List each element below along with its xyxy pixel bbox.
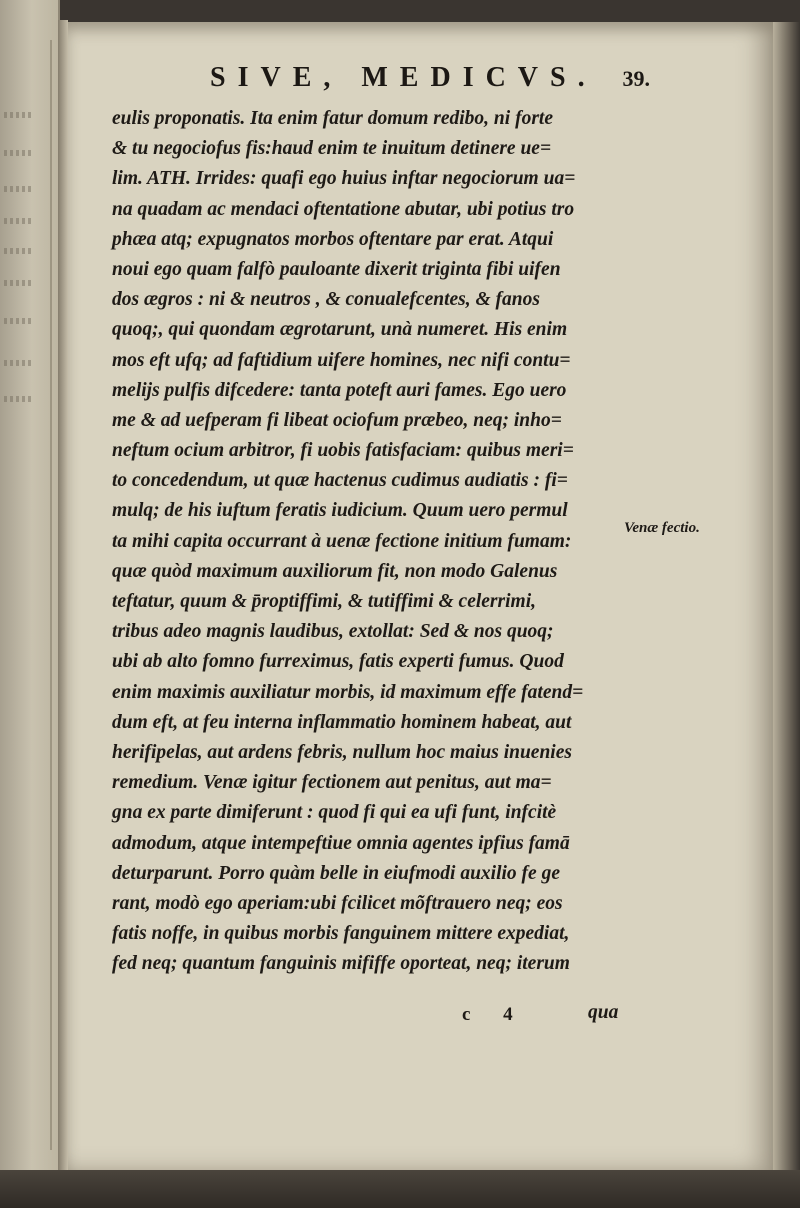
text-line: & tu negociofus fis:haud enim te inuitum detinere ue=: [112, 138, 552, 160]
text-line: lim. ATH. Irrides: quafi ego huius inftar negociorum ua=: [112, 168, 576, 190]
running-title: SIVE, MEDICVS.: [210, 62, 597, 93]
text-line: eulis proponatis. Ita enim fatur domum redibo, ni forte: [112, 108, 553, 129]
text-line: mulq; de his iuftum feratis iudicium. Quum uero permul: [112, 500, 568, 522]
text-line: to concedendum, ut quæ hactenus cudimus audiatis : fi=: [112, 470, 568, 492]
text-line: fatis noffe, in quibus morbis fanguinem mittere expediat,: [112, 923, 570, 945]
signature-mark: c 4: [462, 1004, 527, 1025]
text-line: neftum ocium arbitror, fi uobis fatisfaciam: quibus meri=: [112, 440, 574, 462]
text-line: admodum, atque intempeftiue omnia agentes ipfius famā: [112, 832, 570, 854]
text-line: me & ad uefperam fi libeat ociofum præbeo, neq; inho=: [112, 409, 562, 431]
text-line: na quadam ac mendaci oftentatione abutar, ubi potius tro: [112, 198, 575, 220]
text-line: noui ego quam falfò pauloante dixerit triginta fibi uifen: [112, 258, 561, 280]
page-number: 39.: [622, 66, 650, 91]
text-line: herifipelas, aut ardens febris, nullum hoc maius inuenies: [112, 741, 572, 763]
margin-rule: [50, 40, 52, 1150]
facing-page-edge: [0, 0, 60, 1170]
text-line: mos eft ufq; ad faftidium uifere homines, nec nifi contu=: [112, 349, 571, 371]
text-line: phæa atq; expugnatos morbos oftentare par erat. Atqui: [112, 228, 554, 250]
text-line: deturparunt. Porro quàm belle in eiufmodi auxilio fe ge: [112, 862, 560, 884]
scan-background: [0, 1170, 800, 1208]
text-line: ta mihi capita occurrant à uenæ fectione initium fumam:: [112, 530, 572, 552]
show-through-text: [4, 150, 34, 156]
marginal-note: Venæ fectio.: [624, 520, 700, 536]
body-text: [112, 104, 632, 979]
text-line: gna ex parte dimiferunt : quod fi qui ea ufi funt, infcitè: [112, 802, 557, 824]
show-through-text: [4, 112, 34, 118]
text-line: enim maximis auxiliatur morbis, id maximum effe fatend=: [112, 681, 584, 703]
text-line: fed neq; quantum fanguinis mififfe oporteat, neq; iterum: [112, 953, 570, 975]
show-through-text: [4, 360, 34, 366]
text-line: tribus adeo magnis laudibus, extollat: Sed & nos quoq;: [112, 621, 554, 643]
text-line: quæ quòd maximum auxiliorum fit, non modo Galenus: [112, 560, 558, 582]
text-line: rant, modò ego aperiam:ubi fcilicet mõftrauero neq; eos: [112, 892, 563, 914]
book-gutter: [58, 20, 68, 1170]
show-through-text: [4, 280, 34, 286]
text-line: dum eft, at feu interna inflammatio hominem habeat, aut: [112, 711, 572, 733]
page-fore-edge: [773, 22, 800, 1172]
show-through-text: [4, 186, 34, 192]
text-line: melijs pulfis difcedere: tanta poteft auri fames. Ego uero: [112, 379, 567, 401]
running-head: [130, 62, 650, 94]
text-line: dos ægros : ni & neutros , & conualefcentes, & fanos: [112, 289, 540, 311]
show-through-text: [4, 396, 34, 402]
show-through-text: [4, 318, 34, 324]
text-line: teftatur, quum & p̄roptiffimi, & tutiffimi & celerrimi,: [112, 591, 536, 612]
text-line: remedium. Venæ igitur fectionem aut penitus, aut ma=: [112, 772, 552, 794]
catchword: qua: [588, 1002, 619, 1023]
text-line: ubi ab alto fomno furreximus, fatis experti fumus. Quod: [112, 651, 564, 673]
show-through-text: [4, 218, 34, 224]
show-through-text: [4, 248, 34, 254]
text-line: quoq;, qui quondam ægrotarunt, unà numeret. His enim: [112, 319, 568, 341]
